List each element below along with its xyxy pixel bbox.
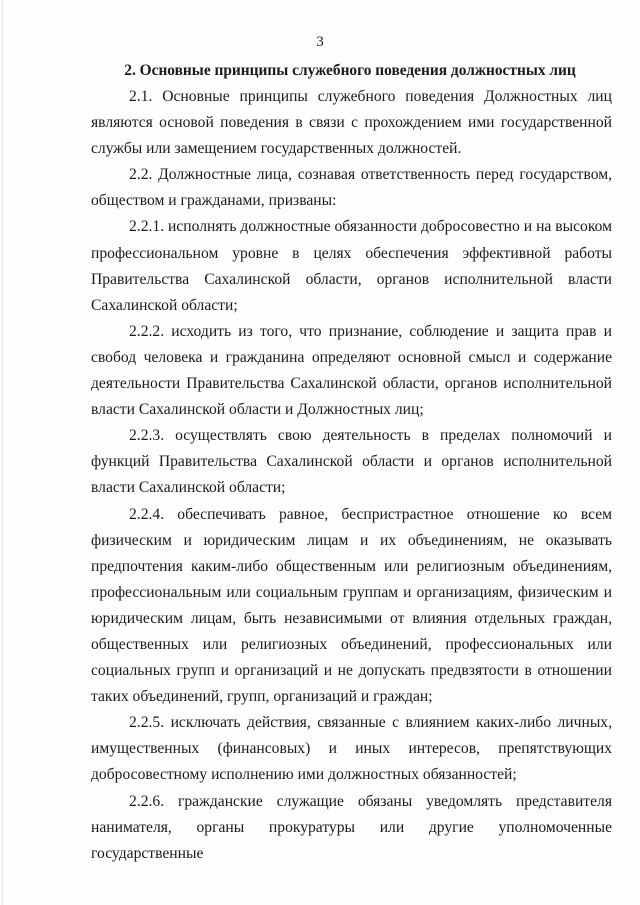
scan-edge-line <box>2 0 3 905</box>
paragraph-2-2-1: 2.2.1. исполнять должностные обязанности добросовестно и на высоком профессиональном уровне в целях обеспечения эффективной работы Правительства Сахалинской области, органов исполнительной власти Сахалинской области; <box>91 218 612 314</box>
paragraph-2-2-5: 2.2.5. исключать действия, связанные с влиянием каких-либо личных, имущественных (финансовых) и иных интересов, препятствующих добросовестному исполнению ими должностных обязанностей; <box>91 714 612 784</box>
body-text <box>91 84 612 867</box>
paragraph-2-2: 2.2. Должностные лица, сознавая ответственность перед государством, обществом и гражданами, призваны: <box>91 166 612 210</box>
paragraph-2-2-6: 2.2.6. гражданские служащие обязаны уведомлять представителя нанимателя, органы прокуратуры или другие уполномоченные государственные <box>91 792 612 862</box>
section-title: 2. Основные принципы служебного поведения должностных лиц <box>124 62 576 79</box>
paragraph-2-2-2: 2.2.2. исходить из того, что признание, соблюдение и защита прав и свобод человека и гражданина определяют основной смысл и содержание деятельности Правительства Сахалинской области, органов исполнительной власти Сахалинской области и Должностных лиц; <box>91 322 612 419</box>
paragraph-2-2-4: 2.2.4. обеспечивать равное, беспристрастное отношение ко всем физическим и юридическим лицам и их объединениям, не оказывать предпочтения каким-либо общественным или религиозным объединениям, профессиональным или социальным группам и организациям, физическим и юридическим лицам, быть независимыми от влияния отдельных граждан, общественных или религиозных объединений, профессиональных или социальных групп и организаций и не допускать предвзятости в отношении таких объединений, групп, организаций и граждан; <box>91 505 612 706</box>
page-number: 3 <box>316 34 324 50</box>
paragraph-2-2-3: 2.2.3. осуществлять свою деятельность в пределах полномочий и функций Правительства Сахалинской области и органов исполнительной власти Сахалинской области; <box>91 427 612 497</box>
paragraph-2-1: 2.1. Основные принципы служебного поведения Должностных лиц являются основой поведения в связи с прохождением ими государственной службы или замещением государственных должностей. <box>91 88 612 158</box>
